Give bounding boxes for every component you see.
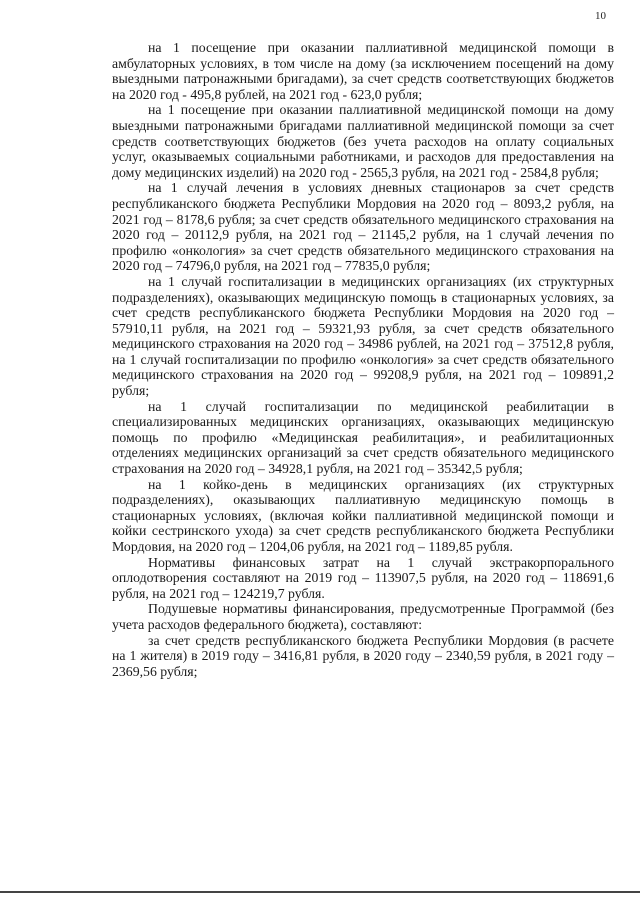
paragraph-palliative-home-teams: на 1 посещение при оказании паллиативной медицинской помощи на дому выездными патронажными бригадами паллиативной медицинской помощи за счет средств соответствующих бюджетов (без учета расходов на оплату социальных услуг, оказываемых социальными работниками, и расходов для предоставления на дому медицинских изделий) на 2020 год - 2565,3 рубля, на 2021 год - 2584,8 рубля; — [112, 102, 614, 180]
paragraph-per-capita-intro: Подушевые нормативы финансирования, предусмотренные Программой (без учета расходов федерального бюджета), составляют: — [112, 601, 614, 632]
paragraph-ivf-standards: Нормативы финансовых затрат на 1 случай экстракорпорального оплодотворения составляют на 2019 год – 113907,5 рубля, на 2020 год – 118691,6 рубля, на 2021 год – 124219,7 рубля. — [112, 554, 614, 601]
paragraph-day-hospital: на 1 случай лечения в условиях дневных стационаров за счет средств республиканского бюджета Республики Мордовия на 2020 год – 8093,2 рубля, на 2021 год – 8178,6 рубля; за счет средств обязательного медицинского страхования на 2020 год – 20112,9 рубля, на 2021 год – 21145,2 рубля, на 1 случай лечения по профилю «онкология» за счет средств обязательного медицинского страхования на 2020 год – 74796,0 рубля, на 2021 год – 77835,0 рубля; — [112, 180, 614, 274]
paragraph-bed-day: на 1 койко-день в медицинских организациях (их структурных подразделениях), оказывающих паллиативную медицинскую помощь в стационарных условиях, (включая койки паллиативной медицинской помощи и койки сестринского ухода) за счет средств республиканского бюджета Республики Мордовия, на 2020 год – 1204,06 рубля, на 2021 год – 1189,85 рубля. — [112, 476, 614, 554]
page-number: 10 — [595, 10, 606, 22]
paragraph-hospitalization: на 1 случай госпитализации в медицинских организациях (их структурных подразделениях), оказывающих медицинскую помощь в стационарных условиях, за счет средств республиканского бюджета Республики Мордовия на 2020 год – 57910,11 рубля, на 2021 год – 59321,93 рубля, за счет средств обязательного медицинского страхования на 2020 год – 34986 рублей, на 2021 год – 37512,8 рубля, на 1 случай госпитализации по профилю «онкология» за счет средств обязательного медицинского страхования на 2020 год – 99208,9 рубля, на 2021 год – 109891,2 рубля; — [112, 273, 614, 399]
document-body — [112, 40, 614, 679]
paragraph-rehabilitation: на 1 случай госпитализации по медицинской реабилитации в специализированных медицинских организациях, оказывающих медицинскую помощь по профилю «Медицинская реабилитация», и реабилитационных отделениях медицинских организаций за счет средств обязательного медицинского страхования на 2020 год – 34928,1 рубля, на 2021 год – 35342,5 рубля; — [112, 398, 614, 477]
paragraph-palliative-outpatient: на 1 посещение при оказании паллиативной медицинской помощи в амбулаторных условиях, в том числе на дому (за исключением посещений на дому выездными патронажными бригадами), за счет средств соответствующих бюджетов на 2020 год - 495,8 рублей, на 2021 год - 623,0 рубля; — [112, 40, 614, 102]
scan-bottom-edge — [0, 891, 640, 893]
paragraph-per-capita-republic: за счет средств республиканского бюджета Республики Мордовия (в расчете на 1 жителя) в 2019 году – 3416,81 рубля, в 2020 году – 2340,59 рубля, в 2021 году – 2369,56 рубля; — [112, 632, 614, 679]
